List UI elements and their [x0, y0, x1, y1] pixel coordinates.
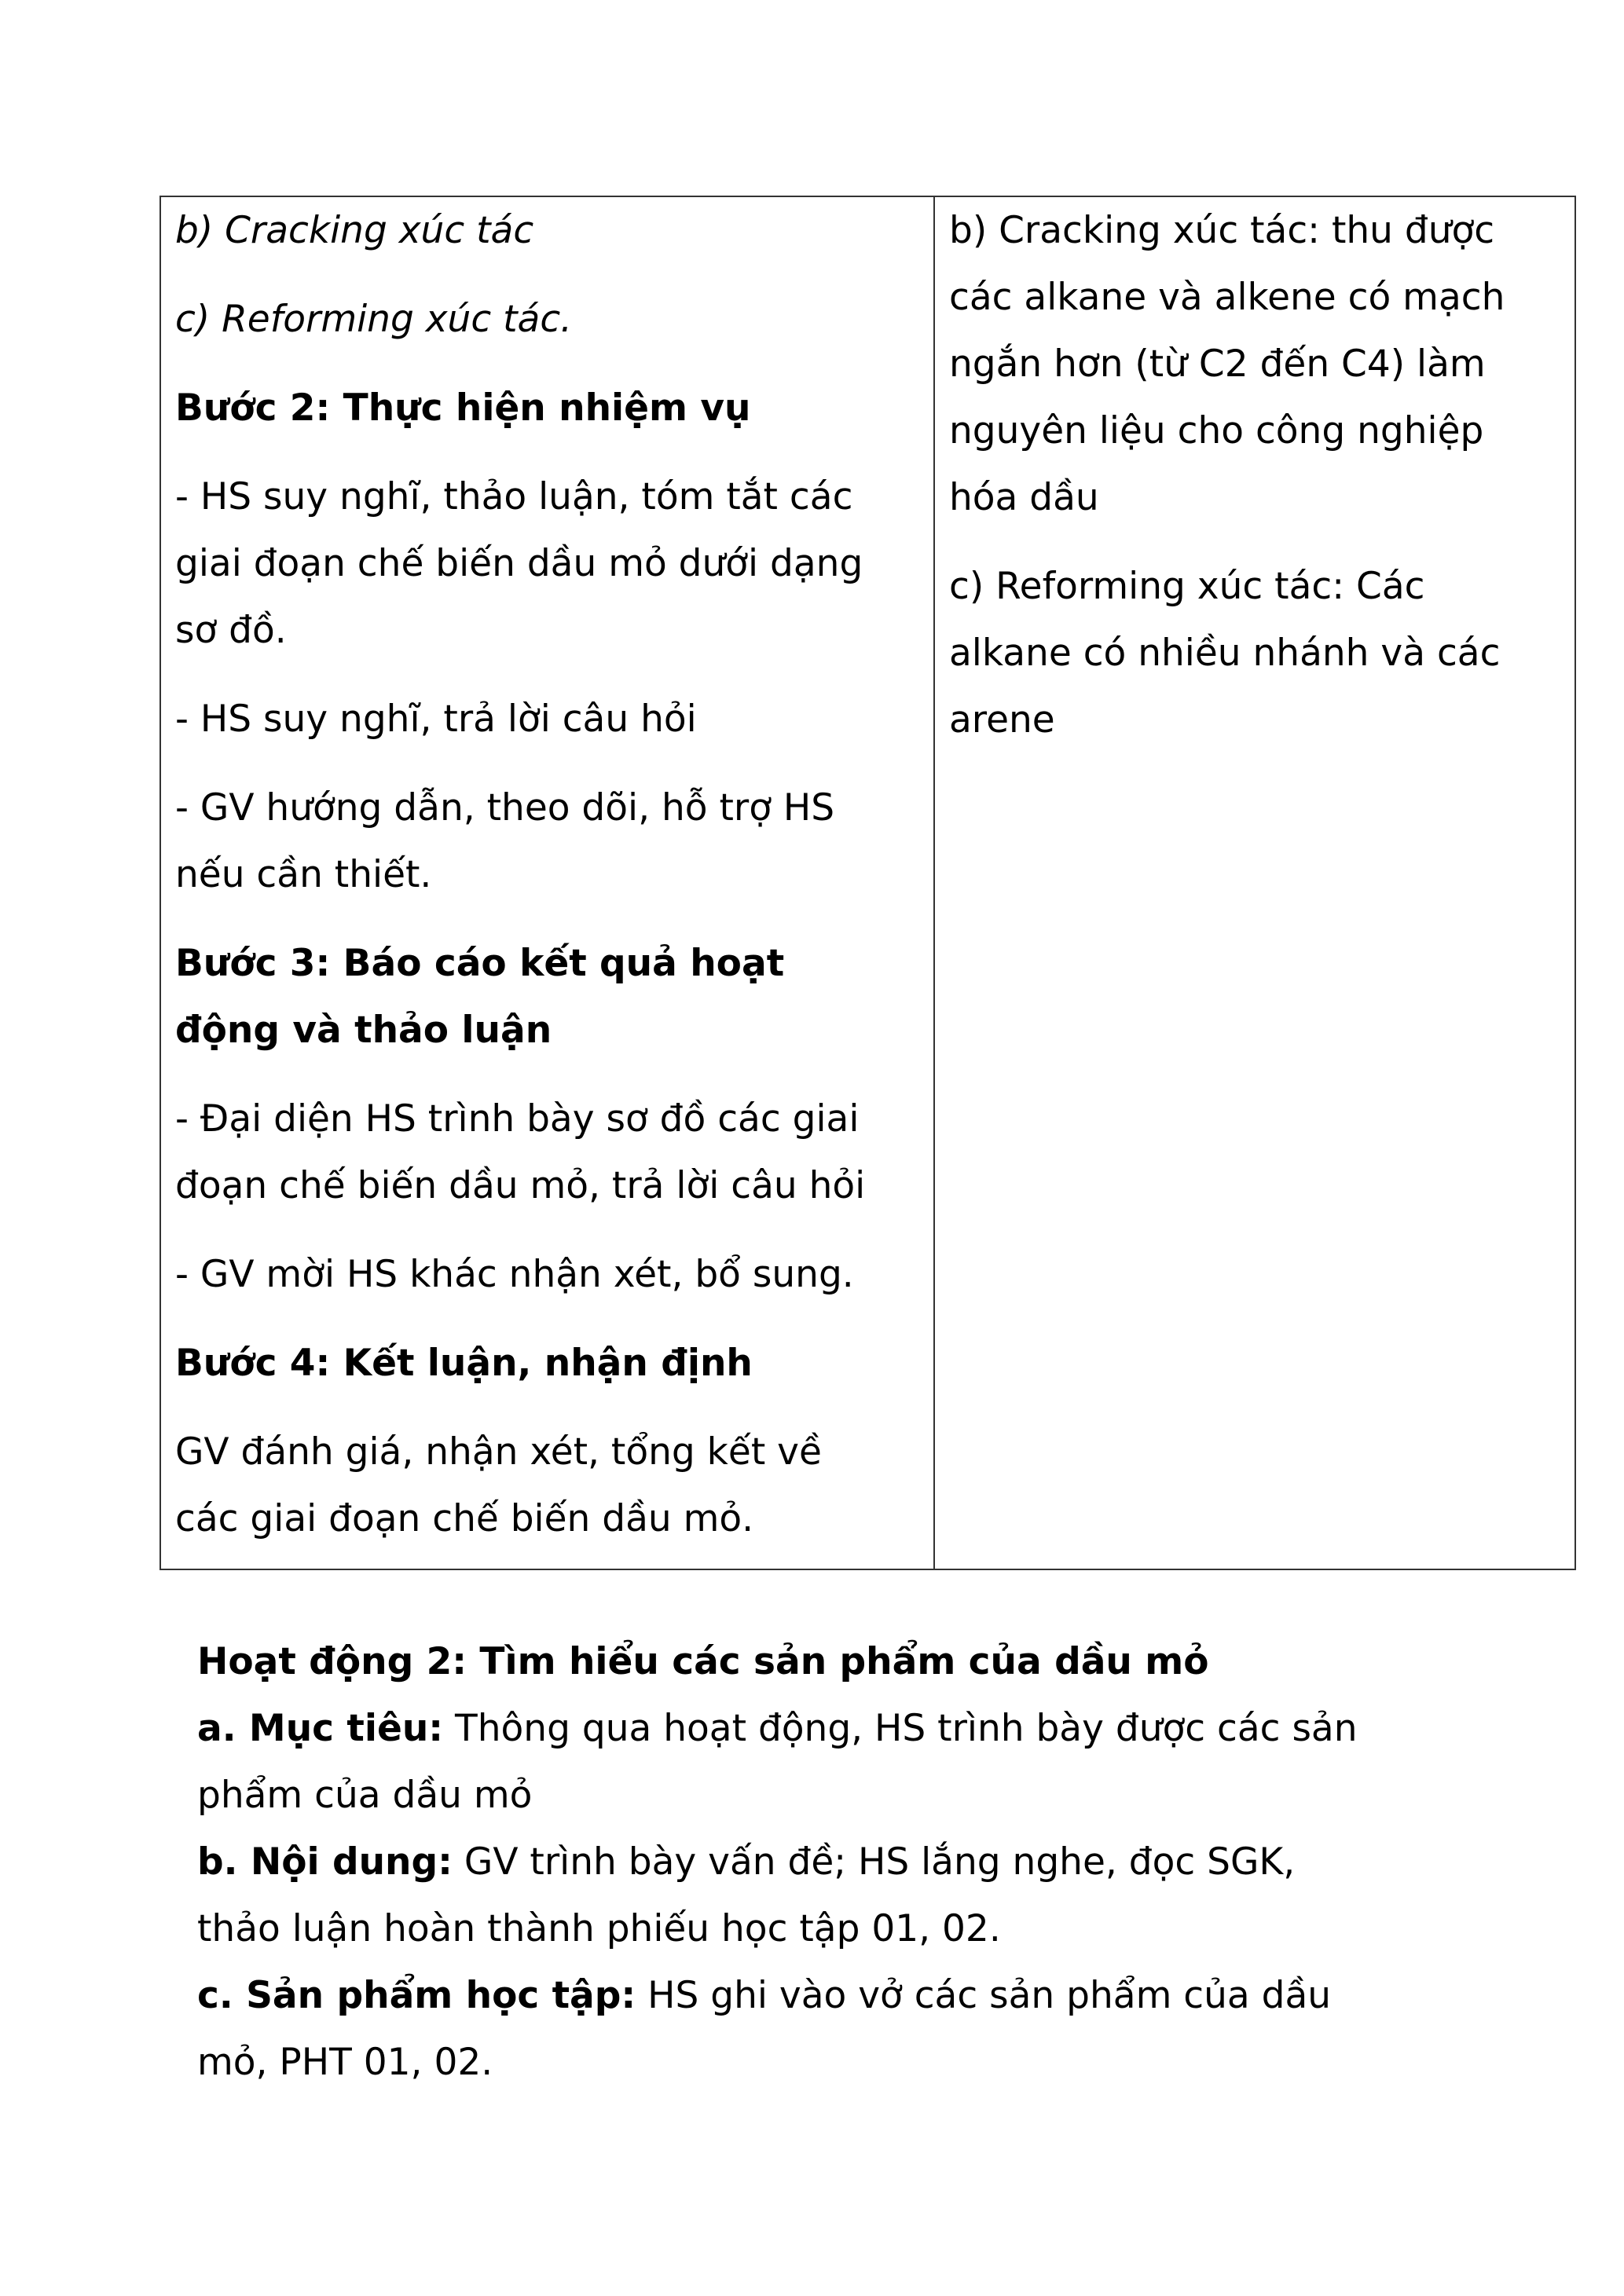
product-line-1	[197, 1962, 1580, 2029]
objective-line-1	[197, 1695, 1580, 1762]
cracking-item: b) Cracking xúc tác	[175, 209, 534, 252]
cracking-result: b) Cracking xúc tác: thu được các alkane và alkene có mạch ngắn hơn (từ C2 đến C4) làm nguyên liệu cho công nghiệp hóa dầu	[949, 209, 1505, 519]
step2-paragraph-1: - HS suy nghĩ, thảo luận, tóm tắt các giai đoạn chế biến dầu mỏ dưới dạng sơ đồ.	[175, 475, 863, 652]
step3-paragraph-2: - GV mời HS khác nhận xét, bổ sung.	[175, 1253, 854, 1296]
step3-paragraph-1: - Đại diện HS trình bày sơ đồ các giai đoạn chế biến dầu mỏ, trả lời câu hỏi	[175, 1097, 866, 1207]
reforming-item: c) Reforming xúc tác.	[175, 298, 573, 341]
table-left-column	[161, 197, 935, 1569]
content-text: GV trình bày vấn đề; HS lắng nghe, đọc SGK,	[452, 1840, 1296, 1884]
objective-line-2: phẩm của dầu mỏ	[197, 1774, 533, 1817]
product-text: HS ghi vào vở các sản phẩm của dầu	[636, 1974, 1332, 2017]
lesson-table	[159, 196, 1576, 1570]
table-right-column	[935, 197, 1575, 1569]
objective-text: Thông qua hoạt động, HS trình bày được các sản	[443, 1707, 1358, 1750]
content-line-2: thảo luận hoàn thành phiếu học tập 01, 02.	[197, 1907, 1001, 1950]
step4-paragraph-1: GV đánh giá, nhận xét, tổng kết về các giai đoạn chế biến dầu mỏ.	[175, 1430, 822, 1540]
step2-paragraph-2: - HS suy nghĩ, trả lời câu hỏi	[175, 698, 697, 741]
activity-2-section	[197, 1628, 1580, 2096]
reforming-result: c) Reforming xúc tác: Các alkane có nhiều nhánh và các arene	[949, 565, 1501, 742]
step4-title: Bước 4: Kết luận, nhận định	[175, 1342, 753, 1385]
content-line-1	[197, 1829, 1580, 1895]
product-line-2: mỏ, PHT 01, 02.	[197, 2041, 493, 2084]
product-label: c. Sản phẩm học tập:	[197, 1974, 636, 2017]
step3-title: Bước 3: Báo cáo kết quả hoạt động và thảo luận	[175, 942, 785, 1052]
step2-paragraph-3: - GV hướng dẫn, theo dõi, hỗ trợ HS nếu cần thiết.	[175, 786, 835, 896]
step2-title: Bước 2: Thực hiện nhiệm vụ	[175, 386, 751, 430]
activity-2-title: Hoạt động 2: Tìm hiểu các sản phẩm của dầu mỏ	[197, 1640, 1209, 1683]
content-label: b. Nội dung:	[197, 1840, 453, 1884]
objective-label: a. Mục tiêu:	[197, 1707, 444, 1750]
